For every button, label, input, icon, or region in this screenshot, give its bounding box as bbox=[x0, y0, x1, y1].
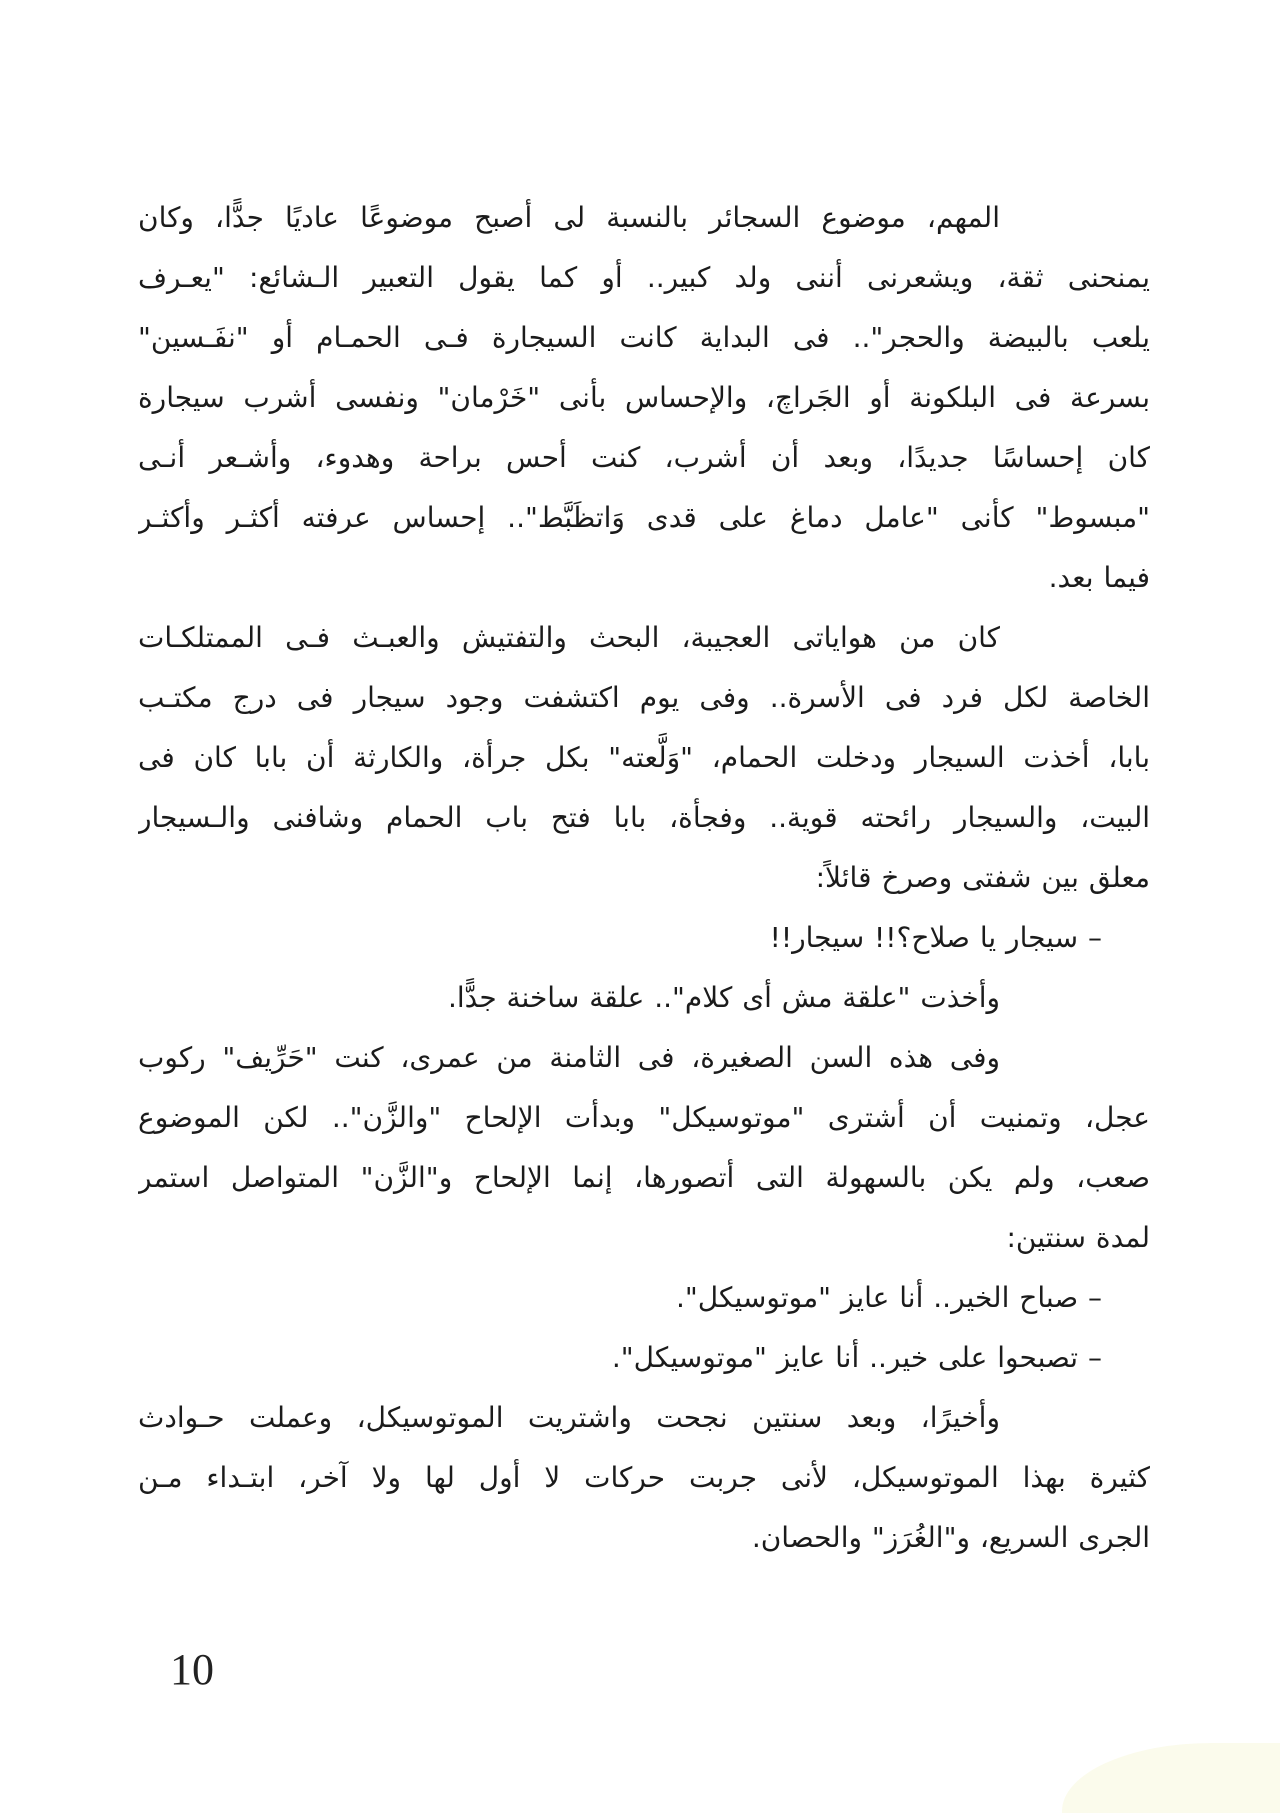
text-line: فيما بعد. bbox=[1048, 561, 1150, 594]
text-line: الخاصة لكل فرد فى الأسرة.. وفى يوم اكتشفت وجود سيجار فى درج مكتـب bbox=[138, 681, 1150, 714]
page-text bbox=[138, 188, 1150, 1568]
text-line: بسرعة فى البلكونة أو الجَراچ، والإحساس بأنى "خَرْمان" ونفسى أشرب سيجارة bbox=[138, 381, 1150, 414]
text-line: وفى هذه السن الصغيرة، فى الثامنة من عمرى، كنت "حَرِّيف" ركوب bbox=[138, 1041, 1000, 1074]
text-line: كثيرة بهذا الموتوسيكل، لأنى جربت حركات لا أول لها ولا آخر، ابتـداء مـن bbox=[138, 1461, 1150, 1494]
text-line: وأخيرًا، وبعد سنتين نجحت واشتريت الموتوسيكل، وعملت حـوادث bbox=[138, 1401, 1000, 1434]
page-number: 10 bbox=[170, 1645, 214, 1694]
text-line: وأخذت "علقة مش أى كلام".. علقة ساخنة جدًّا. bbox=[447, 981, 1000, 1014]
text-line: الجرى السريع، و"الغُرَز" والحصان. bbox=[751, 1521, 1150, 1554]
text-line: كان إحساسًا جديدًا، وبعد أن أشرب، كنت أحس براحة وهدوء، وأشـعر أنـى bbox=[138, 441, 1150, 474]
text-line: – صباح الخير.. أنا عايز "موتوسيكل". bbox=[676, 1281, 1102, 1314]
text-line: المهم، موضوع السجائر بالنسبة لى أصبح موضوعًا عاديًا جدًّا، وكان bbox=[138, 201, 1000, 234]
text-line: يمنحنى ثقة، ويشعرنى أننى ولد كبير.. أو كما يقول التعبير الـشائع: "يعـرف bbox=[138, 261, 1150, 294]
page-curl-shade bbox=[1062, 1743, 1280, 1813]
text-line: لمدة سنتين: bbox=[1006, 1221, 1150, 1254]
text-line: صعب، ولم يكن بالسهولة التى أتصورها، إنما الإلحاح و"الزَّن" المتواصل استمر bbox=[138, 1161, 1150, 1194]
text-line: – سيجار يا صلاح؟!! سيجار!! bbox=[769, 921, 1102, 954]
text-line: بابا، أخذت السيجار ودخلت الحمام، "وَلَّعته" بكل جرأة، والكارثة أن بابا كان فى bbox=[138, 741, 1150, 774]
text-line: معلق بين شفتى وصرخ قائلاً: bbox=[815, 861, 1150, 894]
text-line: عجل، وتمنيت أن أشترى "موتوسيكل" وبدأت الإلحاح "والزَّن".. لكن الموضوع bbox=[138, 1101, 1150, 1134]
text-line: "مبسوط" كأنى "عامل دماغ على قدى وَاتظَبَّط".. إحساس عرفته أكثـر وأكثـر bbox=[138, 501, 1150, 534]
text-line: يلعب بالبيضة والحجر".. فى البداية كانت السيجارة فـى الحمـام أو "نفَـسين" bbox=[138, 321, 1150, 354]
text-line: كان من هواياتى العجيبة، البحث والتفتيش والعبـث فـى الممتلكـات bbox=[138, 621, 1000, 654]
text-line: البيت، والسيجار رائحته قوية.. وفجأة، بابا فتح باب الحمام وشافنى والـسيجار bbox=[138, 801, 1150, 834]
text-line: – تصبحوا على خير.. أنا عايز "موتوسيكل". bbox=[611, 1341, 1102, 1374]
